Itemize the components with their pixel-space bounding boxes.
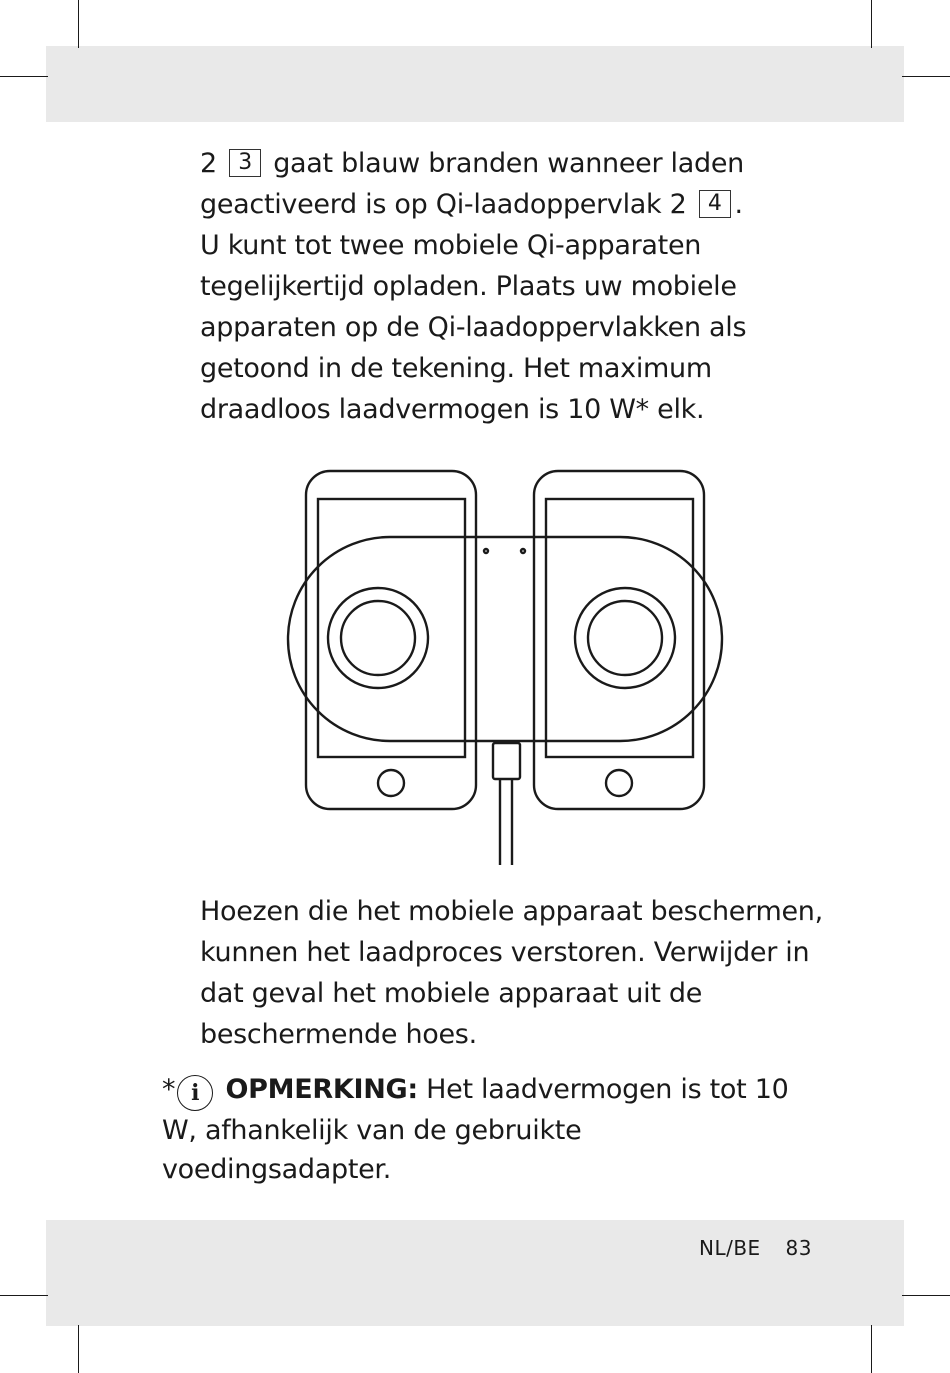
text-line: gaat blauw branden wanneer laden <box>273 148 744 179</box>
charging-pad-icon <box>288 537 722 741</box>
note-label: OPMERKING: <box>225 1074 418 1105</box>
charging-coil-left-icon <box>328 588 428 688</box>
intro-paragraph <box>200 143 820 430</box>
crop-mark <box>871 1325 872 1373</box>
page-number: 83 <box>785 1236 812 1260</box>
reference-box-4: 4 <box>699 190 731 218</box>
reference-box-3: 3 <box>229 149 261 177</box>
led-indicator-icon <box>484 549 488 553</box>
usb-connector-icon <box>493 743 520 779</box>
crop-mark <box>0 76 48 77</box>
info-icon: i <box>177 1075 213 1111</box>
crop-mark <box>902 76 950 77</box>
crop-mark <box>78 1325 79 1373</box>
lead-number: 2 <box>200 148 217 179</box>
header-band <box>46 46 904 122</box>
crop-mark <box>871 0 872 48</box>
charging-coil-right-icon <box>575 588 675 688</box>
text-line: geactiveerd is op Qi-laadoppervlak 2 <box>200 189 687 220</box>
text-line: . <box>734 189 743 220</box>
charger-illustration <box>280 465 730 870</box>
footnote-asterisk: * <box>162 1074 176 1105</box>
right-phone-icon <box>534 471 704 809</box>
crop-mark <box>902 1295 950 1296</box>
led-indicator-icon <box>521 549 525 553</box>
crop-mark <box>0 1295 48 1296</box>
case-warning-paragraph: Hoezen die het mobiele apparaat beschermen, kunnen het laadproces verstoren. Verwijder in dat geval het mobiele apparaat uit de beschermende hoes. <box>200 896 823 1050</box>
note-paragraph <box>162 1070 812 1189</box>
text-body: U kunt tot twee mobiele Qi-apparaten tegelijkertijd opladen. Plaats uw mobiele apparaten op de Qi-laadoppervlakken als getoond in de tekening. Het maximum draadloos laadvermogen is 10 W* elk. <box>200 230 747 425</box>
page-footer <box>681 1236 812 1260</box>
note-text: Het laadvermogen is tot 10 W, afhankelijk van de gebruikte voedingsadapter. <box>162 1074 789 1185</box>
language-code: NL/BE <box>698 1236 761 1260</box>
left-phone-icon <box>306 471 476 809</box>
crop-mark <box>78 0 79 48</box>
